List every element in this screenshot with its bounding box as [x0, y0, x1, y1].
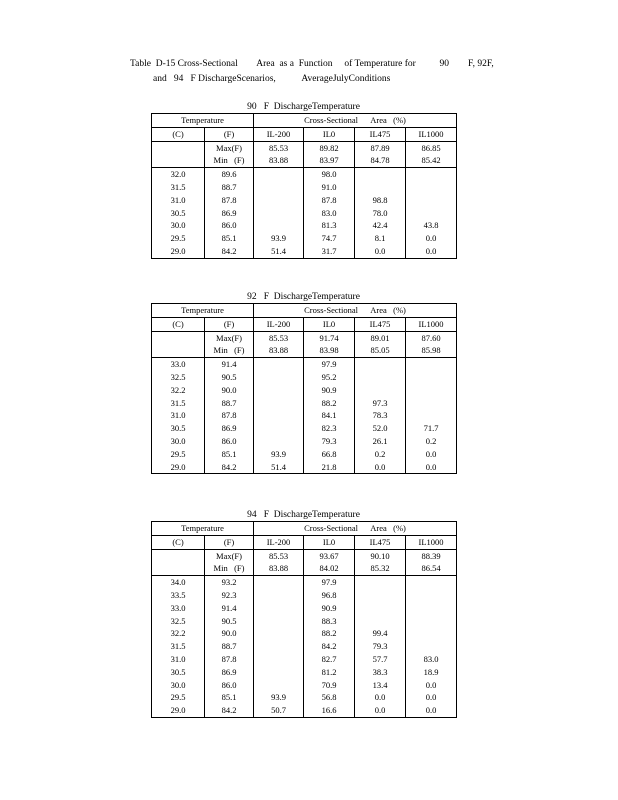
data-table	[151, 521, 457, 718]
column-header: (C)	[152, 317, 205, 331]
table-row	[152, 371, 457, 384]
table-cell	[406, 615, 457, 628]
table-cell	[355, 371, 406, 384]
table-cell: 31.5	[152, 640, 205, 653]
column-header: IL0	[304, 317, 355, 331]
max-value: 85.53	[254, 549, 304, 562]
table-cell	[254, 422, 304, 435]
table-row	[152, 435, 457, 448]
blank-cell	[152, 141, 205, 154]
table-cell: 83.0	[406, 653, 457, 666]
table-cell: 43.8	[406, 219, 457, 232]
table-cell	[406, 602, 457, 615]
table-cell: 33.0	[152, 358, 205, 371]
header-group-row	[152, 522, 457, 536]
max-label: Max(F)	[205, 141, 254, 154]
table-cell: 29.5	[152, 448, 205, 461]
max-value: 87.89	[355, 141, 406, 154]
table-cell: 42.4	[355, 219, 406, 232]
table-cell: 88.2	[304, 627, 355, 640]
table-cell: 30.0	[152, 679, 205, 692]
column-header: (F)	[205, 317, 254, 331]
table-cell: 31.0	[152, 194, 205, 207]
table-cell: 78.0	[355, 207, 406, 220]
table-row	[152, 691, 457, 704]
table-cell	[406, 640, 457, 653]
table-cell: 87.8	[205, 653, 254, 666]
header-group-row	[152, 114, 457, 128]
table-cell: 31.0	[152, 653, 205, 666]
table-cell: 96.8	[304, 589, 355, 602]
table-cell: 86.0	[205, 679, 254, 692]
table-cell	[254, 409, 304, 422]
table-cell: 92.3	[205, 589, 254, 602]
column-header: (F)	[205, 127, 254, 141]
table-cell: 0.0	[406, 245, 457, 258]
min-value: 83.98	[304, 344, 355, 357]
table-cell: 88.3	[304, 615, 355, 628]
table-cell: 13.4	[355, 679, 406, 692]
max-label: Max(F)	[205, 331, 254, 344]
table-cell: 29.5	[152, 691, 205, 704]
caption-line-2: and 94 F DischargeScenarios, AverageJulyConditions	[153, 74, 391, 84]
table-cell: 90.0	[205, 384, 254, 397]
table-cell: 26.1	[355, 435, 406, 448]
table-92f	[151, 291, 456, 474]
table-cell	[254, 576, 304, 589]
table-title: 94 F DischargeTemperature	[247, 510, 360, 520]
table-cell: 90.0	[205, 627, 254, 640]
min-row	[152, 344, 457, 357]
table-cell: 29.0	[152, 245, 205, 258]
table-cell: 88.2	[304, 397, 355, 410]
table-cell: 32.2	[152, 384, 205, 397]
table-cell	[254, 371, 304, 384]
table-cell	[406, 207, 457, 220]
table-cell: 31.7	[304, 245, 355, 258]
data-table	[151, 303, 457, 474]
caption-line-1: Table D-15 Cross-Sectional Area as a Function of Temperature for 90 F, 92F,	[130, 59, 494, 69]
max-value: 86.85	[406, 141, 457, 154]
header-group-row	[152, 304, 457, 318]
table-cell: 86.9	[205, 422, 254, 435]
table-cell	[254, 627, 304, 640]
table-cell: 84.2	[304, 640, 355, 653]
table-cell	[254, 168, 304, 181]
table-caption	[130, 57, 494, 87]
table-cell: 81.2	[304, 666, 355, 679]
table-cell: 0.0	[355, 704, 406, 717]
table-cell	[254, 219, 304, 232]
blank-cell	[152, 154, 205, 167]
min-label: Min (F)	[205, 562, 254, 575]
table-cell: 0.0	[406, 461, 457, 474]
table-cell	[254, 435, 304, 448]
min-value: 83.88	[254, 344, 304, 357]
table-cell: 0.2	[406, 435, 457, 448]
column-header: (F)	[205, 535, 254, 549]
column-header: IL1000	[406, 317, 457, 331]
table-cell: 0.0	[406, 448, 457, 461]
table-row	[152, 602, 457, 615]
table-cell: 82.3	[304, 422, 355, 435]
min-value: 85.98	[406, 344, 457, 357]
table-cell: 8.1	[355, 232, 406, 245]
table-cell	[355, 576, 406, 589]
table-cell: 98.8	[355, 194, 406, 207]
table-cell: 50.7	[254, 704, 304, 717]
table-row	[152, 627, 457, 640]
table-cell: 38.3	[355, 666, 406, 679]
max-value: 89.82	[304, 141, 355, 154]
table-cell: 33.0	[152, 602, 205, 615]
max-row	[152, 331, 457, 344]
table-cell: 91.4	[205, 602, 254, 615]
header-cross-sectional-area: Cross-Sectional Area (%)	[254, 114, 457, 128]
table-cell: 0.0	[355, 691, 406, 704]
table-cell: 91.0	[304, 181, 355, 194]
column-header: IL1000	[406, 127, 457, 141]
table-cell: 81.3	[304, 219, 355, 232]
table-cell: 93.9	[254, 232, 304, 245]
column-header: IL-200	[254, 535, 304, 549]
table-cell	[355, 384, 406, 397]
table-cell: 52.0	[355, 422, 406, 435]
table-cell: 87.8	[304, 194, 355, 207]
table-cell: 97.3	[355, 397, 406, 410]
table-cell: 51.4	[254, 461, 304, 474]
table-cell: 32.5	[152, 615, 205, 628]
max-value: 93.67	[304, 549, 355, 562]
table-cell: 84.2	[205, 704, 254, 717]
column-header: IL-200	[254, 317, 304, 331]
table-cell	[254, 384, 304, 397]
table-cell	[254, 679, 304, 692]
table-cell: 95.2	[304, 371, 355, 384]
min-value: 83.88	[254, 562, 304, 575]
table-cell: 70.9	[304, 679, 355, 692]
table-cell	[406, 371, 457, 384]
min-row	[152, 154, 457, 167]
max-row	[152, 141, 457, 154]
table-cell: 31.5	[152, 397, 205, 410]
table-cell: 57.7	[355, 653, 406, 666]
table-cell: 91.4	[205, 358, 254, 371]
table-row	[152, 181, 457, 194]
table-cell: 30.5	[152, 666, 205, 679]
table-cell: 34.0	[152, 576, 205, 589]
table-row	[152, 448, 457, 461]
table-cell	[254, 397, 304, 410]
table-cell	[406, 409, 457, 422]
table-cell: 71.7	[406, 422, 457, 435]
table-cell: 87.8	[205, 194, 254, 207]
table-cell: 33.5	[152, 589, 205, 602]
max-value: 85.53	[254, 331, 304, 344]
table-cell	[254, 207, 304, 220]
table-row	[152, 219, 457, 232]
table-cell	[406, 589, 457, 602]
column-header: IL475	[355, 127, 406, 141]
table-row	[152, 409, 457, 422]
column-header: (C)	[152, 127, 205, 141]
table-cell	[254, 666, 304, 679]
column-header: IL0	[304, 127, 355, 141]
blank-cell	[152, 562, 205, 575]
table-cell: 32.5	[152, 371, 205, 384]
header-cross-sectional-area: Cross-Sectional Area (%)	[254, 522, 457, 536]
table-cell: 30.5	[152, 422, 205, 435]
table-cell: 88.7	[205, 397, 254, 410]
table-cell: 88.7	[205, 640, 254, 653]
table-row	[152, 640, 457, 653]
min-value: 85.05	[355, 344, 406, 357]
table-cell	[254, 615, 304, 628]
max-value: 90.10	[355, 549, 406, 562]
table-cell: 32.2	[152, 627, 205, 640]
max-value: 91.74	[304, 331, 355, 344]
table-cell: 0.0	[355, 245, 406, 258]
table-cell: 90.5	[205, 371, 254, 384]
table-cell: 0.0	[406, 691, 457, 704]
header-columns-row	[152, 317, 457, 331]
table-cell: 85.1	[205, 691, 254, 704]
table-cell: 88.7	[205, 181, 254, 194]
table-cell: 31.0	[152, 409, 205, 422]
table-cell: 0.2	[355, 448, 406, 461]
table-row	[152, 589, 457, 602]
table-cell: 97.9	[304, 358, 355, 371]
table-row	[152, 422, 457, 435]
table-cell: 93.9	[254, 691, 304, 704]
table-cell	[406, 384, 457, 397]
table-title: 90 F DischargeTemperature	[247, 102, 360, 112]
table-cell: 83.0	[304, 207, 355, 220]
table-cell: 86.0	[205, 435, 254, 448]
table-row	[152, 245, 457, 258]
table-cell: 90.9	[304, 602, 355, 615]
table-row	[152, 666, 457, 679]
table-cell	[406, 181, 457, 194]
min-row	[152, 562, 457, 575]
table-cell: 30.0	[152, 219, 205, 232]
header-cross-sectional-area: Cross-Sectional Area (%)	[254, 304, 457, 318]
header-temperature: Temperature	[152, 304, 254, 318]
min-label: Min (F)	[205, 154, 254, 167]
max-value: 88.39	[406, 549, 457, 562]
max-label: Max(F)	[205, 549, 254, 562]
table-row	[152, 194, 457, 207]
table-90f	[151, 101, 456, 259]
table-cell	[355, 181, 406, 194]
table-cell	[254, 358, 304, 371]
table-cell	[355, 168, 406, 181]
table-cell: 0.0	[355, 461, 406, 474]
table-cell: 97.9	[304, 576, 355, 589]
table-cell: 29.0	[152, 704, 205, 717]
table-cell: 29.5	[152, 232, 205, 245]
column-header: (C)	[152, 535, 205, 549]
table-cell: 18.9	[406, 666, 457, 679]
table-cell: 86.9	[205, 666, 254, 679]
min-value: 86.54	[406, 562, 457, 575]
table-row	[152, 653, 457, 666]
column-header: IL1000	[406, 535, 457, 549]
column-header: IL475	[355, 535, 406, 549]
table-cell	[254, 194, 304, 207]
blank-cell	[152, 344, 205, 357]
min-value: 85.32	[355, 562, 406, 575]
table-cell: 90.9	[304, 384, 355, 397]
table-cell: 82.7	[304, 653, 355, 666]
table-cell: 79.3	[355, 640, 406, 653]
header-temperature: Temperature	[152, 522, 254, 536]
column-header: IL475	[355, 317, 406, 331]
table-cell: 86.0	[205, 219, 254, 232]
table-cell	[254, 181, 304, 194]
table-cell	[406, 627, 457, 640]
table-cell: 31.5	[152, 181, 205, 194]
table-94f	[151, 509, 456, 718]
table-cell: 98.0	[304, 168, 355, 181]
table-cell: 16.6	[304, 704, 355, 717]
blank-cell	[152, 331, 205, 344]
table-cell	[254, 589, 304, 602]
table-cell: 0.0	[406, 704, 457, 717]
header-temperature: Temperature	[152, 114, 254, 128]
table-cell: 99.4	[355, 627, 406, 640]
table-cell: 78.3	[355, 409, 406, 422]
table-cell	[355, 615, 406, 628]
table-cell	[254, 602, 304, 615]
table-row	[152, 704, 457, 717]
header-columns-row	[152, 127, 457, 141]
table-cell: 90.5	[205, 615, 254, 628]
table-cell	[355, 358, 406, 371]
table-cell: 51.4	[254, 245, 304, 258]
min-value: 85.42	[406, 154, 457, 167]
table-cell: 21.8	[304, 461, 355, 474]
table-cell	[254, 640, 304, 653]
table-cell: 86.9	[205, 207, 254, 220]
table-cell: 84.2	[205, 461, 254, 474]
table-cell: 30.0	[152, 435, 205, 448]
table-row	[152, 168, 457, 181]
table-row	[152, 384, 457, 397]
table-cell: 84.2	[205, 245, 254, 258]
table-row	[152, 397, 457, 410]
min-label: Min (F)	[205, 344, 254, 357]
min-value: 83.88	[254, 154, 304, 167]
table-title: 92 F DischargeTemperature	[247, 292, 360, 302]
table-cell: 29.0	[152, 461, 205, 474]
column-header: IL0	[304, 535, 355, 549]
max-row	[152, 549, 457, 562]
table-cell: 32.0	[152, 168, 205, 181]
max-value: 87.60	[406, 331, 457, 344]
table-cell	[406, 194, 457, 207]
blank-cell	[152, 549, 205, 562]
table-cell: 84.1	[304, 409, 355, 422]
table-cell	[406, 397, 457, 410]
table-cell: 30.5	[152, 207, 205, 220]
column-header: IL-200	[254, 127, 304, 141]
table-row	[152, 461, 457, 474]
min-value: 84.02	[304, 562, 355, 575]
table-cell: 0.0	[406, 232, 457, 245]
table-cell: 0.0	[406, 679, 457, 692]
table-cell	[406, 576, 457, 589]
table-row	[152, 615, 457, 628]
table-cell: 93.9	[254, 448, 304, 461]
table-cell: 85.1	[205, 232, 254, 245]
max-value: 85.53	[254, 141, 304, 154]
table-cell: 74.7	[304, 232, 355, 245]
table-cell	[406, 358, 457, 371]
table-cell: 66.8	[304, 448, 355, 461]
table-cell	[406, 168, 457, 181]
table-cell: 87.8	[205, 409, 254, 422]
table-row	[152, 576, 457, 589]
table-cell: 89.6	[205, 168, 254, 181]
table-cell	[355, 602, 406, 615]
header-columns-row	[152, 535, 457, 549]
table-row	[152, 207, 457, 220]
data-table	[151, 113, 457, 259]
table-cell: 93.2	[205, 576, 254, 589]
table-cell	[254, 653, 304, 666]
table-row	[152, 232, 457, 245]
table-cell: 85.1	[205, 448, 254, 461]
max-value: 89.01	[355, 331, 406, 344]
table-cell	[355, 589, 406, 602]
table-row	[152, 679, 457, 692]
min-value: 83.97	[304, 154, 355, 167]
table-row	[152, 358, 457, 371]
min-value: 84.78	[355, 154, 406, 167]
table-cell: 79.3	[304, 435, 355, 448]
table-cell: 56.8	[304, 691, 355, 704]
